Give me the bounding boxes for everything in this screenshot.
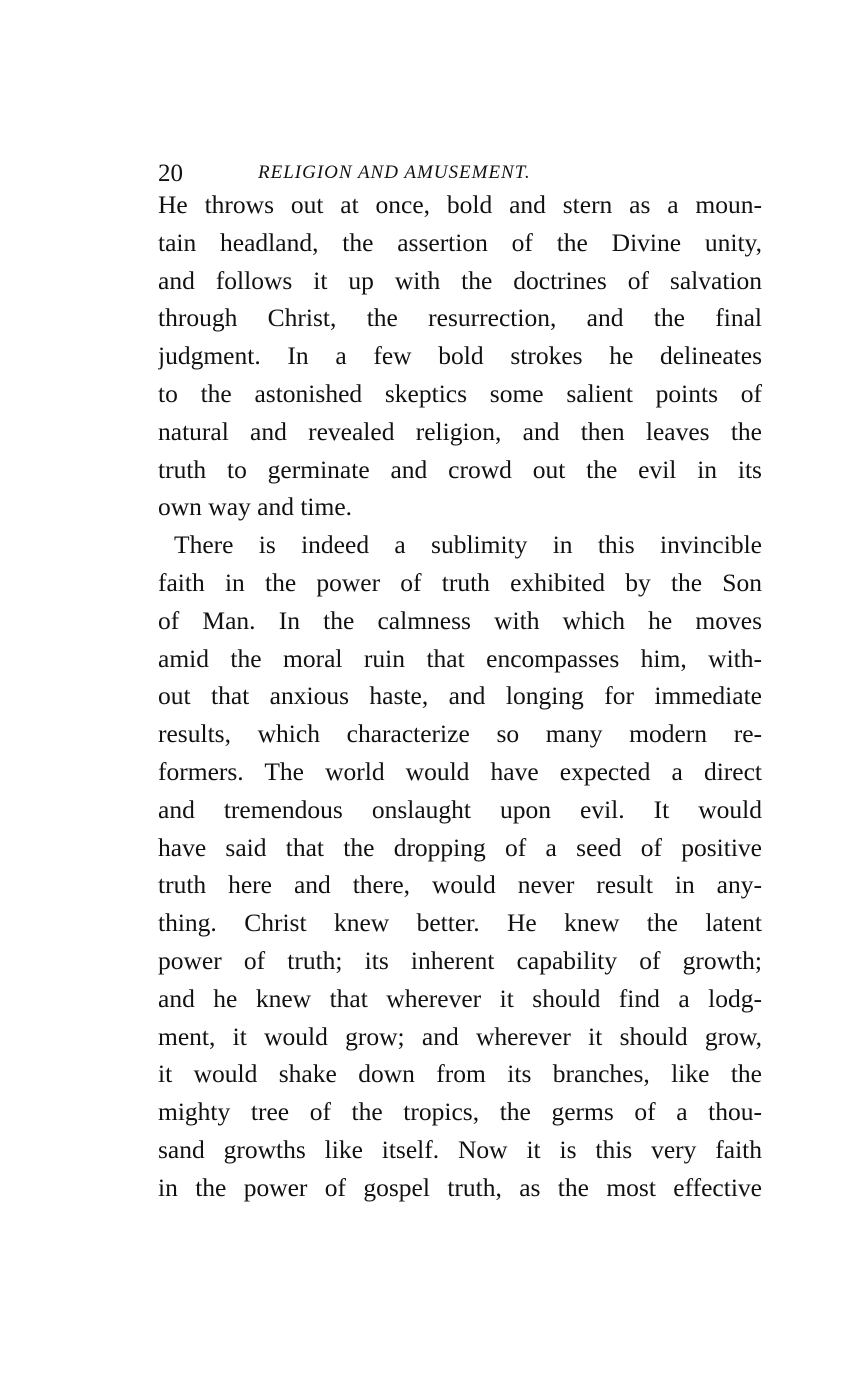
text-line: He throws out at once, bold and stern as a moun- [158, 190, 762, 219]
text-line: sand growths like itself. Now it is this very faith [158, 1134, 762, 1164]
text-line: have said that the dropping of a seed of positive [158, 832, 762, 862]
text-line: it would shake down from its branches, like the [158, 1059, 762, 1089]
text-line: judgment. In a few bold strokes he delineates [158, 341, 762, 371]
text-line: of Man. In the calmness with which he moves [158, 605, 762, 635]
text-line: thing. Christ knew better. He knew the latent [158, 908, 762, 938]
text-line: results, which characterize so many modern re- [158, 719, 762, 749]
text-line: truth to germinate and crowd out the evil in its [158, 454, 762, 484]
text-line: tain headland, the assertion of the Divine unity, [158, 227, 762, 257]
text-line: power of truth; its inherent capability of growth; [158, 945, 762, 975]
text-line: faith in the power of truth exhibited by the Son [158, 567, 762, 597]
text-line: and he knew that wherever it should find a lodg- [158, 983, 762, 1013]
text-line: ment, it would grow; and wherever it should grow, [158, 1021, 762, 1051]
text-line: own way and time. [158, 492, 353, 522]
text-line: formers. The world would have expected a direct [158, 756, 762, 786]
body-text [158, 186, 762, 1207]
text-line: mighty tree of the tropics, the germs of a thou- [158, 1097, 762, 1127]
text-line: There is indeed a sublimity in this invincible [174, 530, 762, 560]
text-line: through Christ, the resurrection, and the final [158, 303, 762, 333]
page-number: 20 [158, 160, 183, 187]
text-line: in the power of gospel truth, as the most effective [158, 1172, 762, 1202]
running-title: RELIGION AND AMUSEMENT. [258, 162, 531, 183]
text-line: and follows it up with the doctrines of salvation [158, 265, 762, 295]
text-line: and tremendous onslaught upon evil. It would [158, 794, 762, 824]
text-line: out that anxious haste, and longing for immediate [158, 681, 762, 711]
text-line: truth here and there, would never result in any- [158, 870, 762, 900]
text-line: amid the moral ruin that encompasses him, with- [158, 643, 762, 673]
text-line: natural and revealed religion, and then leaves the [158, 416, 762, 446]
text-line: to the astonished skeptics some salient points of [158, 378, 762, 408]
